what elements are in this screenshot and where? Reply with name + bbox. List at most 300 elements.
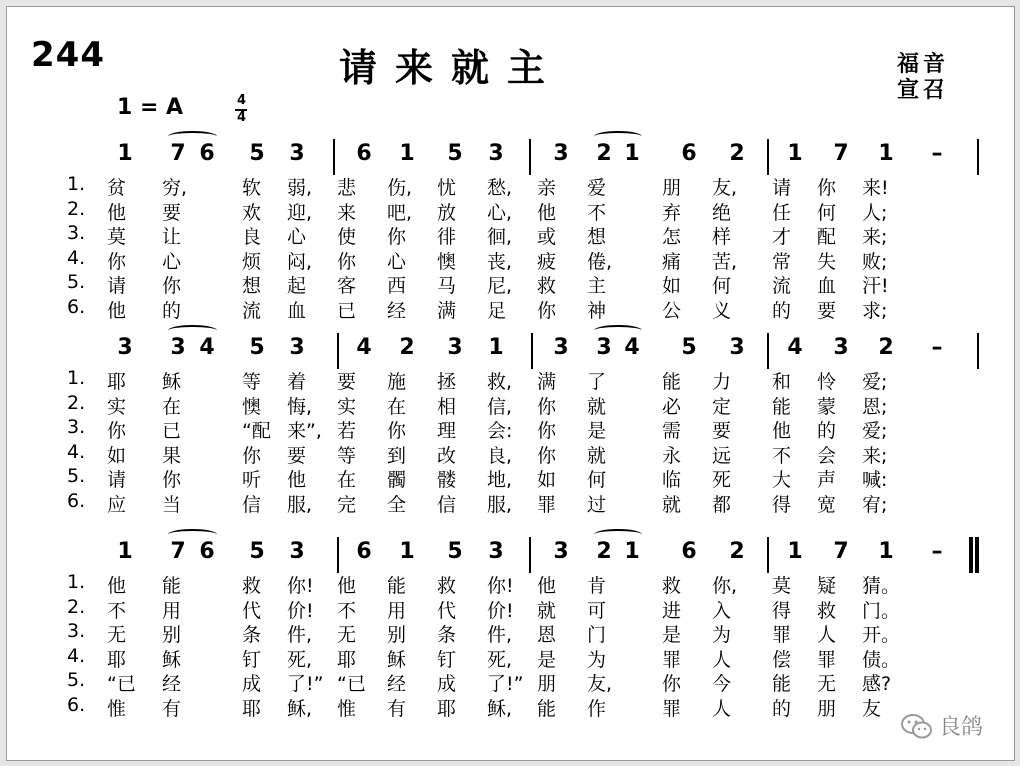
lyric-syllable: 疑 <box>817 575 837 597</box>
verse-number: 5. <box>67 669 86 691</box>
note: 1 <box>878 539 894 564</box>
lyric-syllable: 得 <box>772 599 792 622</box>
lyric-syllable: 放 <box>437 201 457 224</box>
lyric-syllable: 你! <box>287 575 314 597</box>
note: 5 <box>249 539 265 564</box>
lyric-syllable: 人 <box>817 624 837 646</box>
note: 5 <box>249 335 265 360</box>
lyric-syllable: 要 <box>287 444 307 467</box>
lyric-syllable: 稣 <box>162 648 182 671</box>
lyric-syllable: 等 <box>242 371 262 393</box>
lyric-syllable: 要 <box>162 201 182 224</box>
lyric-syllable: 的 <box>772 697 792 720</box>
lyric-syllable: 义 <box>712 299 732 322</box>
lyric-syllable: 稣 <box>162 371 182 393</box>
lyric-syllable: 宽 <box>817 493 837 516</box>
note: 6 <box>681 141 697 166</box>
lyric-syllable: 临 <box>662 469 682 491</box>
note: 5 <box>447 141 463 166</box>
lyric-syllable: 何 <box>587 469 607 491</box>
lyric-syllable: 人; <box>862 201 888 224</box>
lyric-syllable: 满 <box>537 371 557 393</box>
note: 1 <box>787 141 803 166</box>
lyric-syllable: 他 <box>287 469 307 491</box>
note: 1 <box>399 539 415 564</box>
lyric-syllable: 为 <box>712 624 732 646</box>
lyric-syllable: 软 <box>242 177 262 199</box>
note: 1 <box>399 141 415 166</box>
time-signature-denominator: 4 <box>237 110 247 125</box>
verse-line-1 <box>67 173 927 199</box>
lyric-syllable: 你 <box>387 420 407 442</box>
lyric-syllable: 罪 <box>537 493 557 516</box>
note: 6 <box>356 141 372 166</box>
lyric-syllable: 主 <box>587 275 607 297</box>
lyric-syllable: 血 <box>817 275 837 297</box>
lyric-syllable: 朋 <box>817 697 837 720</box>
lyric-syllable: 任 <box>772 201 792 224</box>
lyric-syllable: 救 <box>537 275 557 297</box>
lyric-syllable: 相 <box>437 395 457 418</box>
verse-line-4 <box>67 246 927 273</box>
lyric-syllable: 信 <box>437 493 457 516</box>
lyric-syllable: 来! <box>862 177 889 199</box>
lyric-syllable: 心 <box>162 250 182 273</box>
lyric-syllable: 你 <box>537 444 557 467</box>
lyric-syllable: 拯 <box>437 371 457 393</box>
lyric-syllable: 会 <box>817 444 837 467</box>
lyric-syllable: 恩; <box>862 395 888 418</box>
note: – <box>931 335 943 360</box>
lyric-syllable: 价! <box>487 599 514 622</box>
lyric-syllable: 无 <box>337 624 357 646</box>
lyric-syllable: 永 <box>662 444 682 467</box>
lyric-syllable: 想 <box>242 275 262 297</box>
lyric-syllable: 远 <box>712 444 732 467</box>
time-signature-numerator: 4 <box>237 93 247 108</box>
lyric-syllable: 悔, <box>287 395 313 418</box>
lyric-syllable: 怎 <box>662 226 682 248</box>
lyric-syllable: 有 <box>162 697 182 720</box>
lyric-syllable: 进 <box>662 599 682 622</box>
verse-number: 2. <box>67 391 86 414</box>
lyric-syllable: 死, <box>487 648 513 671</box>
verse-number: 6. <box>67 693 86 716</box>
lyric-syllable: 了 <box>587 371 607 393</box>
lyric-syllable: 西 <box>387 275 407 297</box>
lyric-syllable: 要 <box>337 371 357 393</box>
lyric-syllable: 伤, <box>387 177 413 199</box>
lyric-syllable: 良, <box>487 444 513 467</box>
lyric-syllable: 耶 <box>107 648 127 671</box>
lyric-syllable: 来; <box>862 226 888 248</box>
lyric-syllable: 开。 <box>862 624 901 646</box>
lyric-syllable: 声 <box>817 469 837 491</box>
lyric-syllable: 死 <box>712 469 732 491</box>
lyric-syllable: 的 <box>162 299 182 322</box>
lyric-syllable: 需 <box>662 420 682 442</box>
verse-number: 2. <box>67 197 86 220</box>
lyric-syllable: 是 <box>587 420 607 442</box>
lyric-syllable: “已 <box>337 673 366 695</box>
note: 6 <box>356 539 372 564</box>
slur <box>168 325 217 336</box>
lyric-syllable: 门。 <box>862 599 901 622</box>
lyric-syllable: 你, <box>712 575 738 597</box>
note: 3 <box>553 141 569 166</box>
lyric-syllable: 稣 <box>387 648 407 671</box>
category-label: 福音 <box>897 51 950 77</box>
note: 4 <box>624 335 640 360</box>
lyric-syllable: 信, <box>487 395 513 418</box>
lyric-syllable: 地, <box>487 469 513 491</box>
lyric-syllable: 爱; <box>862 420 888 442</box>
lyric-syllable: 来; <box>862 444 888 467</box>
lyric-syllable: 应 <box>107 493 127 516</box>
lyric-syllable: 感? <box>862 673 892 695</box>
lyric-syllable: 心 <box>387 250 407 273</box>
lyric-syllable: 力 <box>712 371 732 393</box>
lyric-syllable: 不 <box>772 444 792 467</box>
lyric-syllable: 你 <box>662 673 682 695</box>
lyric-syllable: 欢 <box>242 201 262 224</box>
lyric-syllable: 要 <box>712 420 732 442</box>
lyric-syllable: 友, <box>587 673 613 695</box>
verse-line-3 <box>67 416 927 442</box>
lyric-syllable: 友 <box>862 697 882 720</box>
lyric-syllable: 救 <box>817 599 837 622</box>
lyric-syllable: 着 <box>287 371 307 393</box>
lyric-syllable: 能 <box>537 697 557 720</box>
lyric-syllable: 来 <box>337 201 357 224</box>
note: 4 <box>787 335 803 360</box>
note: 3 <box>833 335 849 360</box>
verse-line-3 <box>67 222 927 248</box>
slur <box>594 131 642 142</box>
lyric-syllable: 到 <box>387 444 407 467</box>
verse-number: 1. <box>67 173 86 195</box>
lyric-syllable: 债。 <box>862 648 901 671</box>
note: 2 <box>729 141 745 166</box>
slur <box>594 325 642 336</box>
lyric-syllable: 肯 <box>587 575 607 597</box>
lyric-syllable: 罪 <box>817 648 837 671</box>
lyric-syllable: 无 <box>817 673 837 695</box>
note: 3 <box>289 141 305 166</box>
lyric-syllable: 已 <box>162 420 182 442</box>
lyric-syllable: 请 <box>107 469 127 491</box>
lyric-syllable: 经 <box>162 673 182 695</box>
lyric-syllable: 稣, <box>487 697 513 720</box>
lyric-syllable: 马 <box>437 275 457 297</box>
note: 3 <box>553 335 569 360</box>
note: 4 <box>199 335 215 360</box>
lyric-syllable: 迎, <box>287 201 313 224</box>
verse-line-5 <box>67 465 927 491</box>
note: – <box>931 141 943 166</box>
note: 2 <box>878 335 894 360</box>
lyric-syllable: 作 <box>587 697 607 720</box>
bar-line <box>531 333 533 369</box>
verse-line-2 <box>67 595 927 622</box>
lyric-syllable: 等 <box>337 444 357 467</box>
lyric-syllable: 在 <box>337 469 357 491</box>
lyric-syllable: 愁, <box>487 177 513 199</box>
lyric-syllable: 流 <box>242 299 262 322</box>
lyric-syllable: 实 <box>337 395 357 418</box>
note: 1 <box>878 141 894 166</box>
lyric-syllable: 徘 <box>437 226 457 248</box>
note: 1 <box>624 539 640 564</box>
lyric-syllable: 你 <box>162 275 182 297</box>
verse-number: 2. <box>67 595 86 618</box>
note: 3 <box>596 335 612 360</box>
note: 5 <box>681 335 697 360</box>
lyric-syllable: 才 <box>772 226 792 248</box>
note: 1 <box>117 141 133 166</box>
verse-number: 4. <box>67 644 86 667</box>
lyric-syllable: 痛 <box>662 250 682 273</box>
note: 3 <box>289 335 305 360</box>
key-signature: 1 = A <box>117 95 184 120</box>
note: 2 <box>399 335 415 360</box>
lyric-syllable: 朋 <box>537 673 557 695</box>
lyric-syllable: 就 <box>662 493 682 516</box>
lyric-syllable: 完 <box>337 493 357 516</box>
slur <box>168 131 217 142</box>
lyric-syllable: 他 <box>537 575 557 597</box>
lyric-syllable: 贫 <box>107 177 127 199</box>
lyric-syllable: 足 <box>487 299 507 322</box>
lyric-syllable: 在 <box>387 395 407 418</box>
note: 3 <box>447 335 463 360</box>
lyric-syllable: 救, <box>487 371 513 393</box>
verse-number: 5. <box>67 465 86 487</box>
lyric-syllable: 心, <box>487 201 513 224</box>
lyric-syllable: 救 <box>242 575 262 597</box>
lyric-syllable: 喊: <box>862 469 888 491</box>
lyric-syllable: 常 <box>772 250 792 273</box>
lyric-syllable: 求; <box>862 299 888 322</box>
note: 3 <box>553 539 569 564</box>
verse-number: 1. <box>67 367 86 389</box>
lyric-syllable: 神 <box>587 299 607 322</box>
note: 7 <box>170 141 186 166</box>
lyric-syllable: 用 <box>162 599 182 622</box>
slur <box>594 529 642 540</box>
note: 3 <box>488 141 504 166</box>
lyric-syllable: 他 <box>107 299 127 322</box>
lyric-syllable: 会: <box>487 420 513 442</box>
note: 5 <box>447 539 463 564</box>
lyric-syllable: 倦, <box>587 250 613 273</box>
lyric-syllable: 能 <box>162 575 182 597</box>
lyric-syllable: 死, <box>287 648 313 671</box>
lyric-syllable: 得 <box>772 493 792 516</box>
hymn-number: 244 <box>31 35 105 75</box>
verse-line-2 <box>67 391 927 418</box>
lyric-syllable: 公 <box>662 299 682 322</box>
lyric-syllable: 不 <box>587 201 607 224</box>
lyric-syllable: 你 <box>817 177 837 199</box>
lyric-syllable: 件, <box>287 624 313 646</box>
lyric-syllable: 徊, <box>487 226 513 248</box>
lyric-syllable: 过 <box>587 493 607 516</box>
lyric-syllable: 是 <box>662 624 682 646</box>
lyric-syllable: 钉 <box>242 648 262 671</box>
lyric-syllable: 他 <box>537 201 557 224</box>
lyric-syllable: 已 <box>337 299 357 322</box>
note: 3 <box>170 335 186 360</box>
lyric-syllable: 绝 <box>712 201 732 224</box>
note: 6 <box>681 539 697 564</box>
lyric-syllable: 件, <box>487 624 513 646</box>
lyric-syllable: 失 <box>817 250 837 273</box>
lyric-syllable: 恩 <box>537 624 557 646</box>
lyric-syllable: 不 <box>107 599 127 622</box>
lyric-syllable: 你! <box>487 575 514 597</box>
lyric-syllable: 友, <box>712 177 738 199</box>
lyric-syllable: 你 <box>162 469 182 491</box>
lyric-syllable: 懊 <box>437 250 457 273</box>
lyric-syllable: 改 <box>437 444 457 467</box>
lyric-syllable: 何 <box>817 201 837 224</box>
lyric-syllable: 要 <box>817 299 837 322</box>
lyric-syllable: 你 <box>337 250 357 273</box>
lyric-syllable: 入 <box>712 599 732 622</box>
note: 2 <box>596 539 612 564</box>
lyric-syllable: 你 <box>537 395 557 418</box>
lyric-syllable: 别 <box>387 624 407 646</box>
note: 3 <box>289 539 305 564</box>
lyric-syllable: 都 <box>712 493 732 516</box>
verse-line-4 <box>67 644 927 671</box>
lyric-syllable: 今 <box>712 673 732 695</box>
lyric-syllable: 为 <box>587 648 607 671</box>
lyric-syllable: 烦 <box>242 250 262 273</box>
lyric-syllable: 定 <box>712 395 732 418</box>
lyric-syllable: 弃 <box>662 201 682 224</box>
lyric-syllable: 了!” <box>487 673 524 695</box>
lyric-syllable: “配 <box>242 420 271 442</box>
lyric-syllable: 客 <box>337 275 357 297</box>
lyric-syllable: 的 <box>772 299 792 322</box>
verse-number: 6. <box>67 295 86 318</box>
lyric-syllable: 败; <box>862 250 888 273</box>
lyric-syllable: 服, <box>487 493 513 516</box>
lyric-syllable: 果 <box>162 444 182 467</box>
lyric-syllable: 耶 <box>242 697 262 720</box>
lyric-syllable: 爱; <box>862 371 888 393</box>
lyric-syllable: 偿 <box>772 648 792 671</box>
lyric-syllable: 你 <box>107 250 127 273</box>
lyric-syllable: 能 <box>387 575 407 597</box>
verse-number: 6. <box>67 489 86 512</box>
lyric-syllable: 罪 <box>662 648 682 671</box>
wechat-icon <box>900 712 934 746</box>
lyric-syllable: 如 <box>107 444 127 467</box>
note: 3 <box>488 539 504 564</box>
lyric-syllable: 就 <box>537 599 557 622</box>
lyric-syllable: 当 <box>162 493 182 516</box>
note: 1 <box>624 141 640 166</box>
watermark-text: 良鸽 <box>939 715 984 740</box>
note: 7 <box>833 539 849 564</box>
lyric-syllable: 若 <box>337 420 357 442</box>
lyric-syllable: 汗! <box>862 275 889 297</box>
note: – <box>931 539 943 564</box>
lyric-syllable: 弱, <box>287 177 313 199</box>
lyric-syllable: 丧, <box>487 250 513 273</box>
bar-line <box>767 537 769 573</box>
end-bar-line <box>977 139 979 175</box>
lyric-syllable: 他 <box>772 420 792 442</box>
lyric-syllable: 请 <box>107 275 127 297</box>
lyric-syllable: 你 <box>242 444 262 467</box>
lyric-syllable: 理 <box>437 420 457 442</box>
lyric-syllable: 起 <box>287 275 307 297</box>
lyric-syllable: 能 <box>772 395 792 418</box>
verse-number: 4. <box>67 440 86 463</box>
lyric-syllable: 用 <box>387 599 407 622</box>
lyric-syllable: 惟 <box>337 697 357 720</box>
note: 6 <box>199 539 215 564</box>
lyric-syllable: 门 <box>587 624 607 646</box>
lyric-syllable: 有 <box>387 697 407 720</box>
lyric-syllable: 成 <box>242 673 262 695</box>
verse-line-5 <box>67 271 927 297</box>
note: 5 <box>249 141 265 166</box>
note: 1 <box>787 539 803 564</box>
lyric-syllable: 不 <box>337 599 357 622</box>
verse-line-2 <box>67 197 927 224</box>
lyric-syllable: 朋 <box>662 177 682 199</box>
lyric-syllable: 和 <box>772 371 792 393</box>
lyric-syllable: 能 <box>662 371 682 393</box>
lyric-syllable: 如 <box>537 469 557 491</box>
lyric-syllable: 人 <box>712 697 732 720</box>
bar-line <box>529 537 531 573</box>
lyric-syllable: 罪 <box>662 697 682 720</box>
lyric-syllable: 别 <box>162 624 182 646</box>
verse-number: 1. <box>67 571 86 593</box>
hymn-title: 请来就主 <box>339 45 564 90</box>
lyric-syllable: 成 <box>437 673 457 695</box>
lyric-syllable: 耶 <box>337 648 357 671</box>
verse-number: 5. <box>67 271 86 293</box>
note: 3 <box>117 335 133 360</box>
bar-line <box>767 139 769 175</box>
lyric-syllable: 条 <box>437 624 457 646</box>
note: 7 <box>170 539 186 564</box>
lyric-syllable: 蒙 <box>817 395 837 418</box>
lyric-syllable: 使 <box>337 226 357 248</box>
verse-number: 4. <box>67 246 86 269</box>
lyric-syllable: 能 <box>772 673 792 695</box>
bar-line <box>337 333 339 369</box>
lyric-syllable: 疲 <box>537 250 557 273</box>
lyric-syllable: 他 <box>337 575 357 597</box>
lyric-syllable: 施 <box>387 371 407 393</box>
lyric-syllable: 猜。 <box>862 575 901 597</box>
lyric-syllable: 经 <box>387 673 407 695</box>
note: 7 <box>833 141 849 166</box>
lyric-syllable: 心 <box>287 226 307 248</box>
lyric-syllable: 信 <box>242 493 262 516</box>
lyric-syllable: 宥; <box>862 493 888 516</box>
verse-number: 3. <box>67 620 86 642</box>
lyric-syllable: 你 <box>537 299 557 322</box>
